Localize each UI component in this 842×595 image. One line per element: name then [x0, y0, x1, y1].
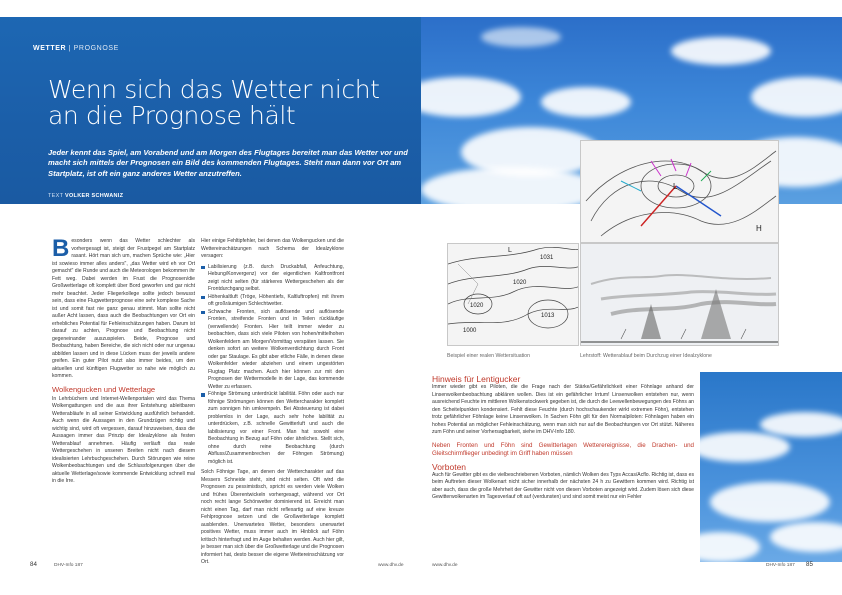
bullet-item: Föhnige Strömung unterdrückt labilität. Föhn oder auch nur föhnige Strömungen können den Wettercharakter komplett zum sonnigen hin umkrempeln. Bei Absteuerung ist dabei problemlos in der Lage, auch sehr hohe labilität zu unterdrücken, z.B. schnelle Gewitterluft und auch die labilisierung vor einer Front. Man hat sowohl eine Beobachtung in Bezug auf Föhn oder ähnliches. Stellt sich, ohne durch reine Beobachtung (durch Abfluss/Zusammenbrechen der Föhngen Strömung) möglich ist. — [201, 391, 344, 466]
isobar-value-4: 1000 — [463, 328, 477, 334]
column-2-body: Solch Föhnige Tage, an denen der Wettercharakter auf das Messers Schneide steht, sind nicht selten. Oft wird die Prognosen zu pessimistisch, spricht es werden viele Wolken und frühes Überentwickeln vorhergesagt, während vor Ort noch recht lange Schönwetter dominierend ist. Erreicht man nicht einen Tag, darf man nicht reflexartig auf eine kreuze Fehlprognose setzen und die Großwetterlage komplett ausblenden. Unerwartetes Wetter, besonders unerwartet positives Wetter, muss immer auch im Hinblick auf Föhn kritisch hinterfragt und im Auge behalten werden. Auch hier gilt, je besser man sich über die Großwetterlage und die Prognosen informiert hat, desto besser die eigene Wettereinschätzung vor Ort. — [201, 469, 344, 565]
sky-photo-strip — [700, 372, 842, 562]
lentigucker-paragraph: Immer wieder gibt es Piloten, die die Frage nach der Stärke/Gefährlichkeit einer Föhnlage anhand der Linsenwolkenbeobachtung abklären wollen. Dies ist ein gefährlicher Irrtum! Linsenwolken entstehen nur, wenn ausreichend Feuchte im mittleren Wolkenstockwerk gegeben ist, die durch die Leewellenbewegungen des Föhns an den Scheitelpunkten kondensiert. Fehlt diese Feuchte (durch hochschaukender wirkt extremen Föhn), entstehen trotz gefährlicher Föhnlage keine Linsenwolken. In Sachen Föhn gilt für den Normalpiloten: Föhnlagen haben ein hohes Potential an möglicher Fehleinschätzung, wenn man sich nur auf die Beobachtungen vor Ort stützt. Näheres zum Föhn und seiner Vorhersagbarkeit, siehe im DHV-Info 180. — [432, 384, 694, 435]
right-text-block — [432, 374, 694, 502]
weather-map-cyclone — [580, 140, 779, 243]
caption-left: Beispiel einer realen Wettersituation — [447, 353, 530, 359]
intro-text: esonders wenn das Wetter schlechter als vorhergesagt ist, steigt der Frustpegel am Startplatz rasant. Hört man sich um, machen Sprüche wie: „Hier ist sowieso immer alles anders", „das Wetter wird eh vor Ort gemacht" die Runde und auch die Meteorologen bekommen ihr Fett weg. Dabei werden im Frust die Prognosen/die Großwetterlage oft komplett über Bord geworfen und gar nicht mehr beachtet. Jeder Fliegerkollege sollte jedoch bewusst sein, dass eine Flugwetterprognose eine sehr komplexe Sache ist und somit fast nie ganz genau stimmt. Man sollte nicht außer Acht lassen, dass auch die Beobachtungen vor Ort ein erhebliches Potential für Fehleinschätzungen haben. Darum ist darauf zu achten, Prognose und Beobachtung nicht gegeneinander auszuspielen. Beide, Prognose und Beobachtung, haben Bereiche, die sich nicht oder nur ungenau abbilden lassen und in diese Lücken muss der jeweils andere greifen. Ein guter Pilot nutzt also immer beides, um den aktuellen und künftigen Flugwetter so nahe wie möglich zu kommen. — [52, 238, 195, 379]
heading-vorboten: Vorboten — [432, 461, 467, 472]
column-2-intro: Hier einige Fehltipfehler, bei denen das Wolkengucken und die Wettereinschätzungen nach Schema der Idealzyklone versagen: — [201, 238, 344, 259]
section-tag-primary: WETTER — [33, 45, 67, 52]
weather-map-cross-section — [580, 243, 779, 346]
weather-map-isobars — [447, 243, 579, 346]
column-1 — [52, 235, 195, 486]
lead-paragraph: Jeder kennt das Spiel, am Vorabend und am Morgen des Flugtages bereitet man das Wetter vor und macht sich mittels der Prognosen ein Bild des kommenden Flugtages. Steht man dann vor Ort am Startplatz, ist oft ein ganz anderes Wetter anzutreffen. — [48, 148, 408, 178]
byline-author: VOLKER SCHWANIZ — [65, 193, 124, 199]
isobar-value-1: 1031 — [540, 255, 554, 261]
page-number-right: 85 — [806, 561, 813, 568]
map-low-label-2: L — [508, 247, 512, 254]
red-subheading: Neben Fronten und Föhn sind Gewitterlagen Wetterereignisse, die Drachen- und Gleitschirmflieger unbedingt im Griff haben müssen — [432, 441, 694, 457]
footer-info-left: DHV-Info 187 — [54, 563, 83, 568]
subhead-wolkengucken: Wolkengucken und Wetterlage — [52, 384, 156, 394]
byline — [48, 193, 123, 199]
map-high-label: H — [756, 224, 762, 233]
isobar-value-5: 1020 — [513, 280, 527, 286]
section-tag-secondary: | PROGNOSE — [66, 45, 119, 52]
byline-label: TEXT — [48, 193, 65, 199]
body-paragraph-1: In Lehrbüchern und Internet-Wellenportalen wird das Thema Wolkengattungen und die aus ihrer Entstehung ableitbaren Wetterabläufe in all seiner Entwicklung ausführlich behandelt. Auch wenn die Aussagen in den Grundzügen richtig und wichtig sind, wird oft vergessen, darauf hinzuweisen, dass die Aussagen immer das Prinzip der Idealzyklone als festen Wetterablauf annehmen. Häufig verläuft das reale Wettergeschehen in unseren Breiten nicht nach diesem idealisierten Lehrbuchgeschehen. Durch Störungen wie reine Wolkenbeobachtungen und die Schlussfolgerungen über die aktuelle Wetterlage/sowie kommende Entwicklung schnell mal in die Irre. — [52, 395, 195, 484]
bullet-item: Schwache Fronten, sich auflösende und auflösende Fronten, streifende Fronten und in Teilen rückläufige (verwellende) Fronten. Hier teilt immer wieder zu beobachten, dass sich viele Piloten von hohen/mittelhohen Wolkenfeldern am Morgen/Vormittag verspäten lassen. Sie denken sofort an weitere Wolkenverdichtung durch Front oder gar Staulage. Es gibt aber etliche Fälle, in denen diese Wolkenfelder wieder abziehen und einem ungestörten Flugtag Platz machen. Auch hier können zur mit den Prognosen der Wettermodelle in der Lage, das kommende Wetter zu erfassen. — [201, 309, 344, 392]
footer-url-left[interactable]: www.dhv.de — [378, 563, 404, 568]
bullet-item: Höhenkaltluft (Tröge, Höhentiefs, Kaltluftropfen) mit ihrem oft großräumigen Schlechtwetter. — [201, 294, 344, 309]
page-title-line-2: an die Prognose hält — [48, 101, 296, 130]
section-tag — [33, 45, 119, 52]
vorboten-paragraph: Auch für Gewitter gibt es die vielbeschriebenen Vorboten, nämlich Wolken des Typs Accas/Acflo. Richtig ist, dass es beim Auftreten dieser Wolkenart nicht sicher innerhalb der nächsten 24 h zu Gewittern kommen wird. Richtig ist aber auch, dass die große Mehrheit der Gewitter nicht von diesen Vorboten angezeigt wird. Zudem lösen sich diese Gewitterwolkenarten im Tagesverlauf oft auf (verdunsten) und sind somit meist nur ein Fehler — [432, 471, 694, 500]
column-2 — [201, 238, 344, 567]
bullet-item: Labilisierung (z.B. durch Druckabfall, Anfeuchtung, Hebung/Konvergenz) vor der eigentlichen Kaltfrontfront zeigt nicht selten (für stärkeres Wettergeschehen als der Frontdurchgang selbst. — [201, 264, 344, 294]
intro-paragraph — [52, 235, 195, 381]
header-banner — [0, 17, 421, 204]
dropcap: B — [52, 235, 70, 262]
map-low-label: L — [673, 182, 678, 191]
page-title-line-1: Wenn sich das Wetter nicht — [48, 75, 380, 104]
page-number-left: 84 — [30, 561, 37, 568]
isobar-value-3: 1013 — [541, 313, 555, 319]
page-title — [48, 77, 418, 129]
caption-right: Lehrstoff: Wetterablauf beim Durchzug einer Idealzyklone — [580, 353, 712, 359]
isobar-value-2: 1020 — [470, 303, 484, 309]
footer-url-right[interactable]: www.dhv.de — [432, 563, 458, 568]
footer-info-right: DHV-Info 187 — [766, 563, 795, 568]
heading-lentigucker: Hinweis für Lentigucker — [432, 374, 521, 384]
